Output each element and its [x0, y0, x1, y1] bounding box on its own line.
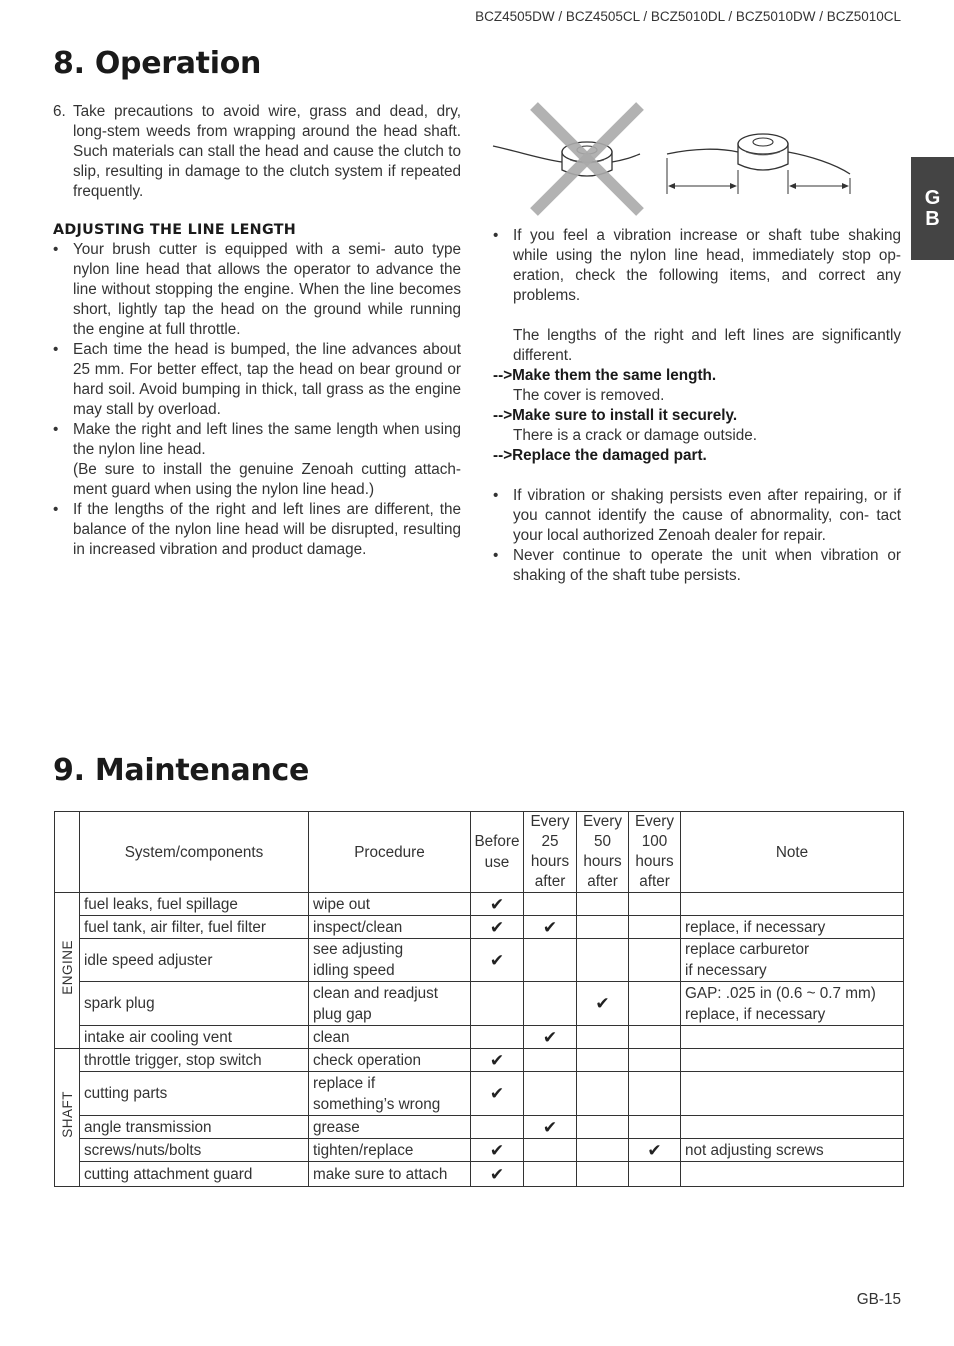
check-problem: The cover is removed.	[513, 387, 665, 404]
check-fix: -->Make them the same length.	[493, 367, 717, 384]
note-cell	[681, 1026, 904, 1049]
list-item: • Make the right and left lines the same length when using the nylon line head. (Be sure to install the genuine Zenoah cutting attach- ment guard when using the nylon line head.)	[53, 421, 461, 498]
interval-cell-before	[471, 1049, 524, 1072]
component-cell: spark plug	[80, 982, 309, 1026]
interval-cell-e100	[629, 1116, 681, 1139]
check-mark-icon: ✔	[489, 1140, 505, 1160]
list-item: • If vibration or shaking persists even after repairing, or if you cannot identify the cause of abnormality, con- tact your local authorized Zenoah dealer for repair.	[493, 487, 901, 544]
interval-cell-e100	[629, 1139, 681, 1162]
interval-cell-before	[471, 1026, 524, 1049]
interval-cell-before	[471, 1116, 524, 1139]
interval-cell-e100	[629, 1026, 681, 1049]
interval-cell-before	[471, 1162, 524, 1187]
check-mark-icon: ✔	[542, 1027, 558, 1047]
procedure-cell: wipe out	[309, 893, 471, 916]
table-header-row	[55, 812, 904, 893]
header-procedure: Procedure	[309, 812, 471, 893]
interval-cell-e100	[629, 1162, 681, 1187]
interval-cell-e25	[524, 1162, 577, 1187]
interval-cell-before	[471, 939, 524, 982]
table-row	[55, 1049, 904, 1072]
interval-cell-e100	[629, 916, 681, 939]
incorrect-line-head-illustration	[493, 142, 640, 176]
maintenance-table	[54, 811, 904, 1187]
interval-cell-before	[471, 1072, 524, 1116]
operation-item-6	[53, 102, 461, 202]
component-cell: screws/nuts/bolts	[80, 1139, 309, 1162]
table-row	[55, 1162, 904, 1187]
interval-cell-e25	[524, 939, 577, 982]
header-system-components: System/components	[80, 812, 309, 893]
operation-title: 8. Operation	[53, 46, 262, 81]
interval-cell-e25	[524, 1049, 577, 1072]
interval-cell-e50	[577, 1162, 629, 1187]
interval-cell-e25	[524, 1139, 577, 1162]
list-item: • If you feel a vibration increase or shaft tube shaking while using the nylon line head, immediately stop op- eration, check the following items, and correct any problems.	[493, 227, 901, 304]
table-row	[55, 1072, 904, 1116]
header-every-50-hours: Every 50 hours after	[577, 812, 629, 893]
genuine-guard-note: (Be sure to install the genuine Zenoah cutting attach- ment guard when using the nylon line head.)	[73, 461, 461, 498]
list-item: • Never continue to operate the unit when vibration or shaking of the shaft tube persists.	[493, 547, 901, 584]
interval-cell-e25	[524, 1116, 577, 1139]
note-cell: GAP: .025 in (0.6 ~ 0.7 mm) replace, if necessary	[681, 982, 904, 1026]
procedure-cell: inspect/clean	[309, 916, 471, 939]
check-mark-icon: ✔	[489, 1164, 505, 1184]
vibration-final-list	[493, 486, 901, 586]
table-row	[55, 1139, 904, 1162]
note-cell: replace carburetor if necessary	[681, 939, 904, 982]
procedure-cell: tighten/replace	[309, 1139, 471, 1162]
procedure-cell: grease	[309, 1116, 471, 1139]
component-cell: idle speed adjuster	[80, 939, 309, 982]
item-number: 6.	[53, 103, 66, 120]
language-tab-letter-1: G	[924, 186, 941, 209]
model-header: BCZ4505DW / BCZ4505CL / BCZ5010DL / BCZ5010DW / BCZ5010CL	[475, 9, 901, 24]
language-tab-letter-2: B	[925, 207, 940, 230]
table-row	[55, 916, 904, 939]
procedure-cell: see adjusting idling speed	[309, 939, 471, 982]
note-cell	[681, 1116, 904, 1139]
interval-cell-before	[471, 916, 524, 939]
operation-left-column	[53, 102, 461, 560]
check-mark-icon: ✔	[489, 1050, 505, 1070]
interval-cell-e25	[524, 916, 577, 939]
interval-cell-before	[471, 1139, 524, 1162]
maintenance-title: 9. Maintenance	[53, 753, 310, 788]
component-cell: fuel leaks, fuel spillage	[80, 893, 309, 916]
component-cell: angle transmission	[80, 1116, 309, 1139]
interval-cell-e50	[577, 1116, 629, 1139]
list-item: • If the lengths of the right and left lines are different, the balance of the nylon line head will be disrupted, resulting in increased vibration and product damage.	[53, 501, 461, 558]
check-mark-icon: ✔	[489, 894, 505, 914]
interval-cell-e100	[629, 1049, 681, 1072]
interval-cell-e100	[629, 939, 681, 982]
header-note: Note	[681, 812, 904, 893]
interval-cell-e25	[524, 1026, 577, 1049]
interval-cell-e50	[577, 893, 629, 916]
interval-cell-e25	[524, 982, 577, 1026]
procedure-cell: clean and readjust plug gap	[309, 982, 471, 1026]
interval-cell-e50	[577, 1026, 629, 1049]
interval-cell-e50	[577, 1072, 629, 1116]
check-fix: -->Replace the damaged part.	[493, 447, 707, 464]
engine-group-label: ENGINE	[55, 893, 80, 1049]
component-cell: cutting attachment guard	[80, 1162, 309, 1187]
note-cell: replace, if necessary	[681, 916, 904, 939]
check-mark-icon: ✔	[489, 917, 505, 937]
component-cell: fuel tank, air filter, fuel filter	[80, 916, 309, 939]
note-cell: not adjusting screws	[681, 1139, 904, 1162]
component-cell: throttle trigger, stop switch	[80, 1049, 309, 1072]
table-row	[55, 893, 904, 916]
adjust-bullet-list	[53, 240, 461, 560]
interval-cell-e50	[577, 939, 629, 982]
operation-right-column	[493, 226, 901, 586]
check-mark-icon: ✔	[595, 994, 610, 1013]
check-problem: There is a crack or damage outside.	[513, 427, 758, 444]
note-cell	[681, 1162, 904, 1187]
item-text: Take precautions to avoid wire, grass and dead, dry, long-stem weeds from wrapping around the head shaft. Such materials can stall the head and cause the clutch to slip, resulting in damage to the clutch system if repeated frequently.	[73, 103, 461, 200]
header-every-25-hours: Every 25 hours after	[524, 812, 577, 893]
interval-cell-e100	[629, 893, 681, 916]
procedure-cell: make sure to attach	[309, 1162, 471, 1187]
check-fix: -->Make sure to install it securely.	[493, 407, 738, 424]
check-mark-icon: ✔	[489, 950, 505, 970]
check-mark-icon: ✔	[542, 917, 558, 937]
shaft-group-label: SHAFT	[55, 1049, 80, 1187]
interval-cell-before	[471, 893, 524, 916]
interval-cell-e25	[524, 1072, 577, 1116]
table-row	[55, 982, 904, 1026]
table-row	[55, 1116, 904, 1139]
interval-cell-e100	[629, 1072, 681, 1116]
correct-line-head-illustration	[667, 134, 850, 194]
note-cell	[681, 893, 904, 916]
component-cell: cutting parts	[80, 1072, 309, 1116]
check-mark-icon: ✔	[647, 1140, 662, 1160]
interval-cell-before	[471, 982, 524, 1026]
check-problem: The lengths of the right and left lines are significantly different.	[513, 327, 901, 364]
header-every-100-hours: Every 100 hours after	[629, 812, 681, 893]
note-cell	[681, 1072, 904, 1116]
check-mark-icon: ✔	[489, 1084, 505, 1103]
list-item: • Your brush cutter is equipped with a semi- auto type nylon line head that allows the operator to advance the line without stopping the engine. When the line becomes short, lightly tap the head on the ground while running the engine at full throttle.	[53, 241, 461, 338]
interval-cell-e50	[577, 982, 629, 1026]
vibration-intro-list	[493, 226, 901, 306]
table-row	[55, 939, 904, 982]
page-number: GB-15	[856, 1291, 901, 1308]
interval-cell-e25	[524, 893, 577, 916]
component-cell: intake air cooling vent	[80, 1026, 309, 1049]
nylon-line-head-diagram	[490, 100, 855, 218]
table-row	[55, 1026, 904, 1049]
procedure-cell: replace if something’s wrong	[309, 1072, 471, 1116]
procedure-cell: clean	[309, 1026, 471, 1049]
procedure-cell: check operation	[309, 1049, 471, 1072]
interval-cell-e50	[577, 916, 629, 939]
note-cell	[681, 1049, 904, 1072]
header-group-cell	[55, 812, 80, 893]
interval-cell-e100	[629, 982, 681, 1026]
check-mark-icon: ✔	[542, 1117, 558, 1137]
interval-cell-e50	[577, 1049, 629, 1072]
interval-cell-e50	[577, 1139, 629, 1162]
header-before-use: Before use	[471, 812, 524, 893]
adjust-line-length-heading: ADJUSTING THE LINE LENGTH	[53, 222, 297, 238]
list-item: • Each time the head is bumped, the line advances about 25 mm. For better effect, tap the head on bear ground or hard soil. Avoid bumping in thick, tall grass as the engine may stall by overload.	[53, 341, 461, 418]
language-tab	[911, 157, 954, 260]
